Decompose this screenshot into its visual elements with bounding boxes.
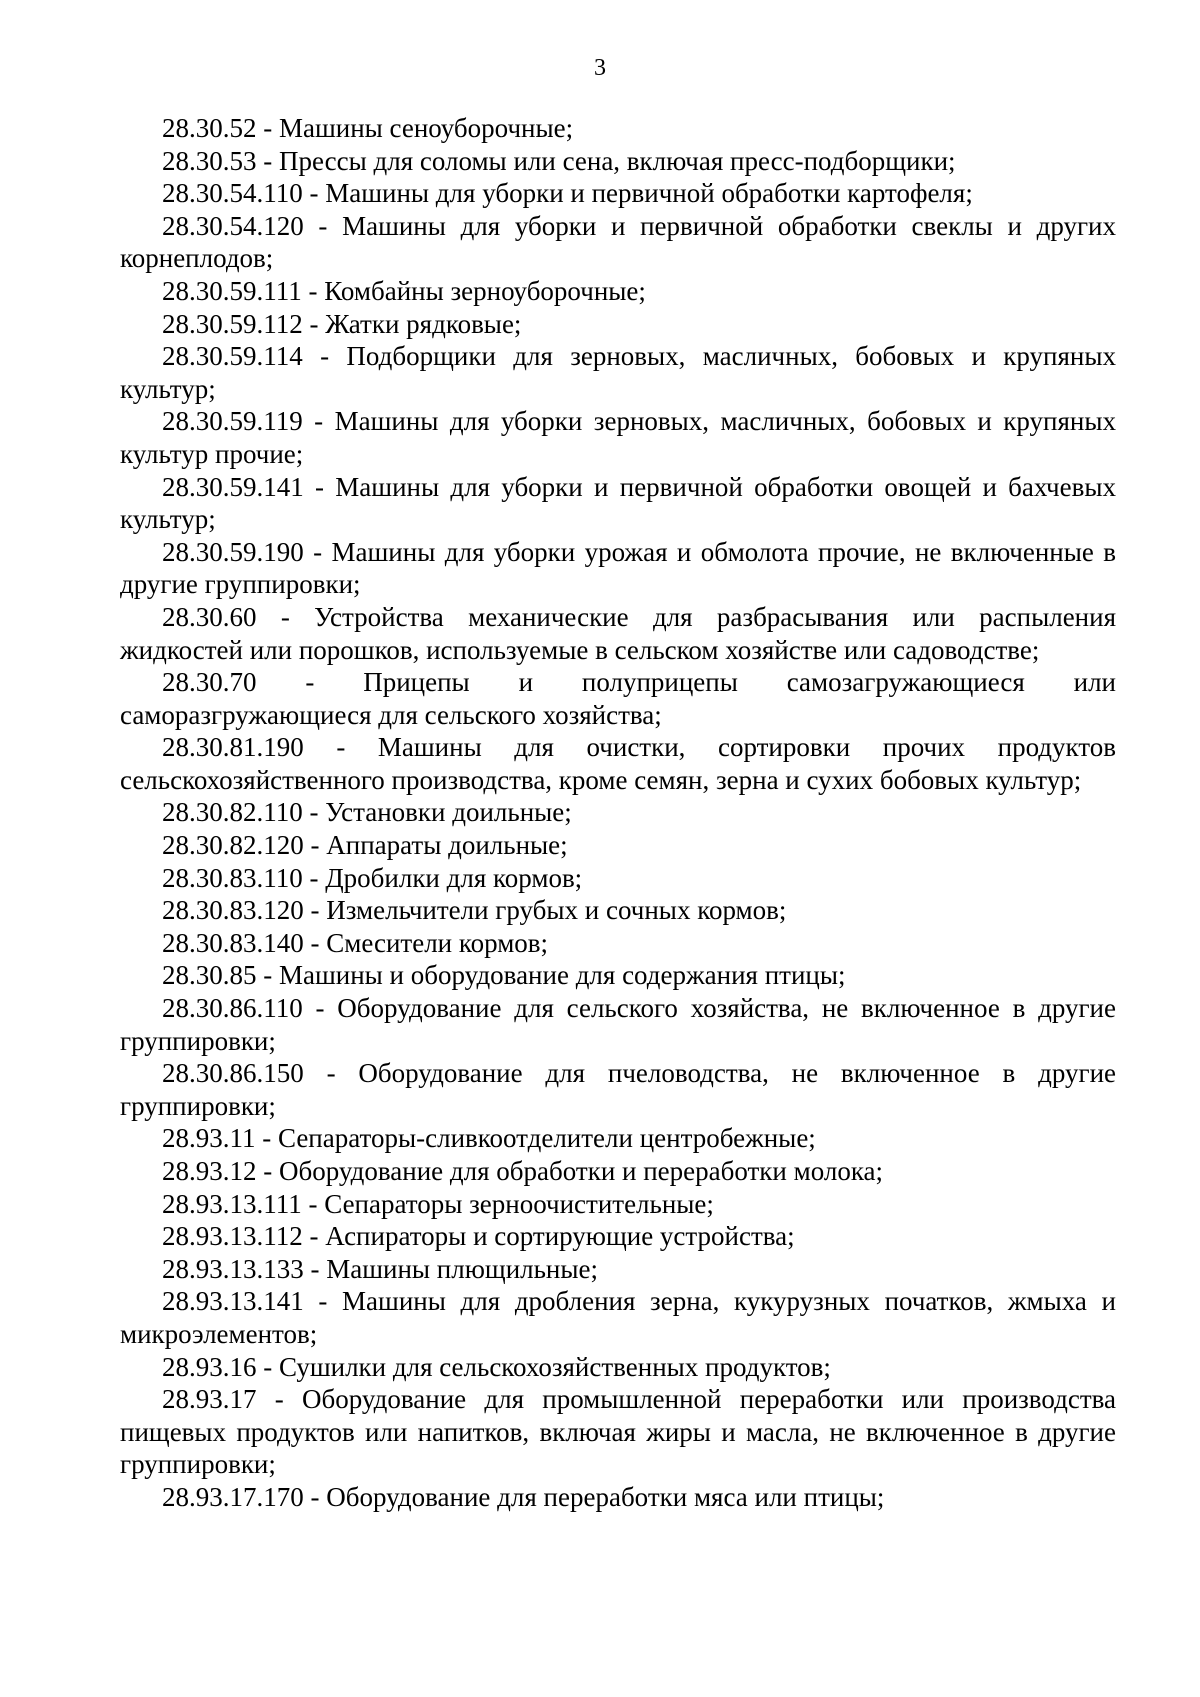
list-item: 28.93.16 - Сушилки для сельскохозяйственных продуктов; [162,1351,831,1382]
list-item: 28.93.17 - Оборудование для промышленной переработки или производства пищевых продуктов или напитков, включая жиры и масла, не включенное в другие группировки; [120,1384,1116,1480]
list-item: 28.30.53 - Прессы для соломы или сена, включая пресс-подборщики; [162,145,956,176]
list-item: 28.30.83.110 - Дробилки для кормов; [162,862,583,893]
list-item: 28.30.86.150 - Оборудование для пчеловодства, не включенное в другие группировки; [120,1058,1116,1121]
list-item: 28.30.86.110 - Оборудование для сельского хозяйства, не включенное в другие группировки; [120,993,1116,1056]
list-item: 28.30.54.110 - Машины для уборки и первичной обработки картофеля; [162,178,973,209]
list-item: 28.93.13.111 - Сепараторы зерноочистительные; [162,1188,714,1219]
list-item: 28.30.82.120 - Аппараты доильные; [162,830,568,861]
list-item: 28.30.82.110 - Установки доильные; [162,797,572,828]
list-item: 28.30.81.190 - Машины для очистки, сортировки прочих продуктов сельскохозяйственного производства, кроме семян, зерна и сухих бобовых культур; [120,732,1116,795]
list-item: 28.30.70 - Прицепы и полуприцепы самозагружающиеся или саморазгружающиеся для сельского хозяйства; [120,667,1116,730]
list-item: 28.30.83.120 - Измельчители грубых и сочных кормов; [162,895,787,926]
list-item: 28.30.85 - Машины и оборудование для содержания птицы; [162,960,846,991]
list-item: 28.93.13.133 - Машины плющильные; [162,1253,599,1284]
list-item: 28.93.17.170 - Оборудование для переработки мяса или птицы; [162,1481,885,1512]
document-body [120,112,1116,1514]
list-item: 28.30.59.111 - Комбайны зерноуборочные; [162,275,646,306]
list-item: 28.93.12 - Оборудование для обработки и переработки молока; [162,1156,884,1186]
list-item: 28.30.59.114 - Подборщики для зерновых, масличных, бобовых и крупяных культур; [120,341,1116,404]
list-item: 28.93.13.112 - Аспираторы и сортирующие устройства; [162,1221,795,1252]
list-item: 28.30.59.119 - Машины для уборки зерновых, масличных, бобовых и крупяных культур прочие; [120,406,1116,469]
list-item: 28.30.83.140 - Смесители кормов; [162,927,549,958]
page-number: 3 [594,55,606,81]
list-item: 28.93.13.141 - Машины для дробления зерна, кукурузных початков, жмыха и микроэлементов; [120,1286,1116,1349]
list-item: 28.30.59.190 - Машины для уборки урожая и обмолота прочие, не включенные в другие группировки; [120,536,1116,600]
list-item: 28.30.59.141 - Машины для уборки и первичной обработки овощей и бахчевых культур; [120,471,1116,535]
list-item: 28.30.52 - Машины сеноуборочные; [162,113,574,143]
list-item: 28.30.54.120 - Машины для уборки и первичной обработки свеклы и других корнеплодов; [120,210,1116,274]
list-item: 28.93.11 - Сепараторы-сливкоотделители центробежные; [162,1123,816,1154]
list-item: 28.30.59.112 - Жатки рядковые; [162,308,522,339]
list-item: 28.30.60 - Устройства механические для разбрасывания или распыления жидкостей или порошков, используемые в сельском хозяйстве или садоводстве; [120,601,1116,665]
